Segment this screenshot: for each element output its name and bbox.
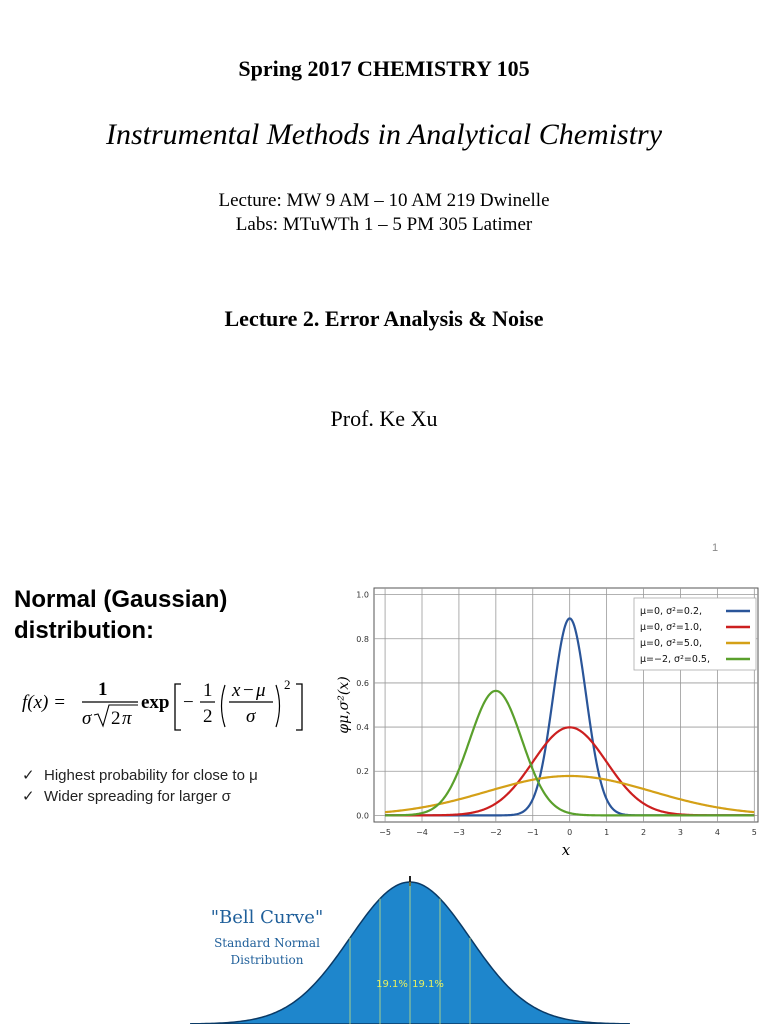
- bell-title: "Bell Curve": [210, 907, 324, 928]
- bell-band-label: 19.1%: [376, 979, 408, 990]
- bell-subtitle-line1: Standard Normal: [214, 936, 320, 950]
- gaussian-chart: [330, 578, 762, 858]
- slide-heading: [14, 584, 227, 646]
- svg-text:σ: σ: [82, 708, 92, 729]
- svg-text:σ: σ: [246, 706, 256, 727]
- x-axis-label: x: [561, 841, 571, 858]
- lecture-schedule: Lecture: MW 9 AM – 10 AM 219 Dwinelle: [218, 190, 550, 211]
- x-tick-label: −1: [526, 828, 539, 837]
- formula-lhs: f(x) =: [22, 692, 66, 713]
- svg-text:π: π: [122, 708, 132, 729]
- y-tick-label: 0.6: [356, 678, 369, 688]
- svg-text:1: 1: [203, 680, 213, 701]
- check-icon: ✓: [22, 767, 35, 784]
- gaussian-formula: [20, 668, 320, 738]
- bullet-text: Highest probability for close to μ: [44, 767, 258, 784]
- x-tick-label: −3: [453, 828, 465, 837]
- professor-name: Prof. Ke Xu: [330, 406, 438, 431]
- labs-schedule: Labs: MTuWTh 1 – 5 PM 305 Latimer: [235, 214, 533, 235]
- x-tick-label: −5: [379, 828, 391, 837]
- lecture-title: Lecture 2. Error Analysis & Noise: [224, 306, 544, 331]
- svg-text:1: 1: [98, 679, 108, 700]
- y-tick-label: 0.4: [356, 723, 369, 733]
- page-number: 1: [712, 542, 719, 554]
- y-axis-label: φμ,σ²(x): [336, 676, 352, 734]
- legend-entry: μ=0, σ²=1.0,: [640, 622, 703, 633]
- svg-text:2: 2: [284, 677, 291, 692]
- svg-text:−: −: [243, 680, 254, 701]
- course-subtitle: Instrumental Methods in Analytical Chemistry: [105, 118, 663, 151]
- x-tick-label: 3: [677, 828, 684, 837]
- y-tick-label: 0.2: [356, 767, 369, 777]
- bullet-item: [22, 765, 258, 786]
- y-tick-label: 0.0: [356, 811, 369, 821]
- x-tick-label: 0: [567, 828, 573, 837]
- bullet-text: Wider spreading for larger σ: [44, 788, 231, 805]
- course-title: Spring 2017 CHEMISTRY 105: [238, 56, 530, 81]
- legend-entry: μ=0, σ²=5.0,: [640, 638, 703, 649]
- x-tick-label: 1: [604, 828, 610, 837]
- y-tick-label: 0.8: [356, 634, 369, 644]
- svg-text:−: −: [183, 692, 194, 713]
- legend-entry: μ=−2, σ²=0.5,: [640, 654, 710, 665]
- legend: [634, 598, 756, 670]
- x-tick-label: 4: [714, 828, 720, 837]
- heading-line-2: distribution:: [14, 617, 154, 644]
- y-tick-label: 1.0: [356, 590, 369, 600]
- bullet-item: [22, 786, 258, 807]
- bell-subtitle-line2: Distribution: [230, 953, 304, 967]
- svg-text:x: x: [232, 680, 241, 701]
- heading-line-1: Normal (Gaussian): [14, 586, 228, 613]
- bell-band-label: 19.1%: [412, 979, 444, 990]
- svg-text:2: 2: [111, 708, 121, 729]
- bullet-list: [22, 765, 258, 807]
- check-icon: ✓: [22, 788, 35, 805]
- bell-curve-chart: [190, 872, 630, 1024]
- x-tick-label: −4: [416, 828, 428, 837]
- x-tick-label: −2: [489, 828, 502, 837]
- x-tick-label: 5: [751, 828, 757, 837]
- legend-entry: μ=0, σ²=0.2,: [640, 606, 703, 617]
- svg-text:2: 2: [203, 706, 213, 727]
- x-tick-label: 2: [640, 828, 647, 837]
- svg-text:exp: exp: [141, 692, 170, 713]
- svg-text:μ: μ: [256, 680, 266, 701]
